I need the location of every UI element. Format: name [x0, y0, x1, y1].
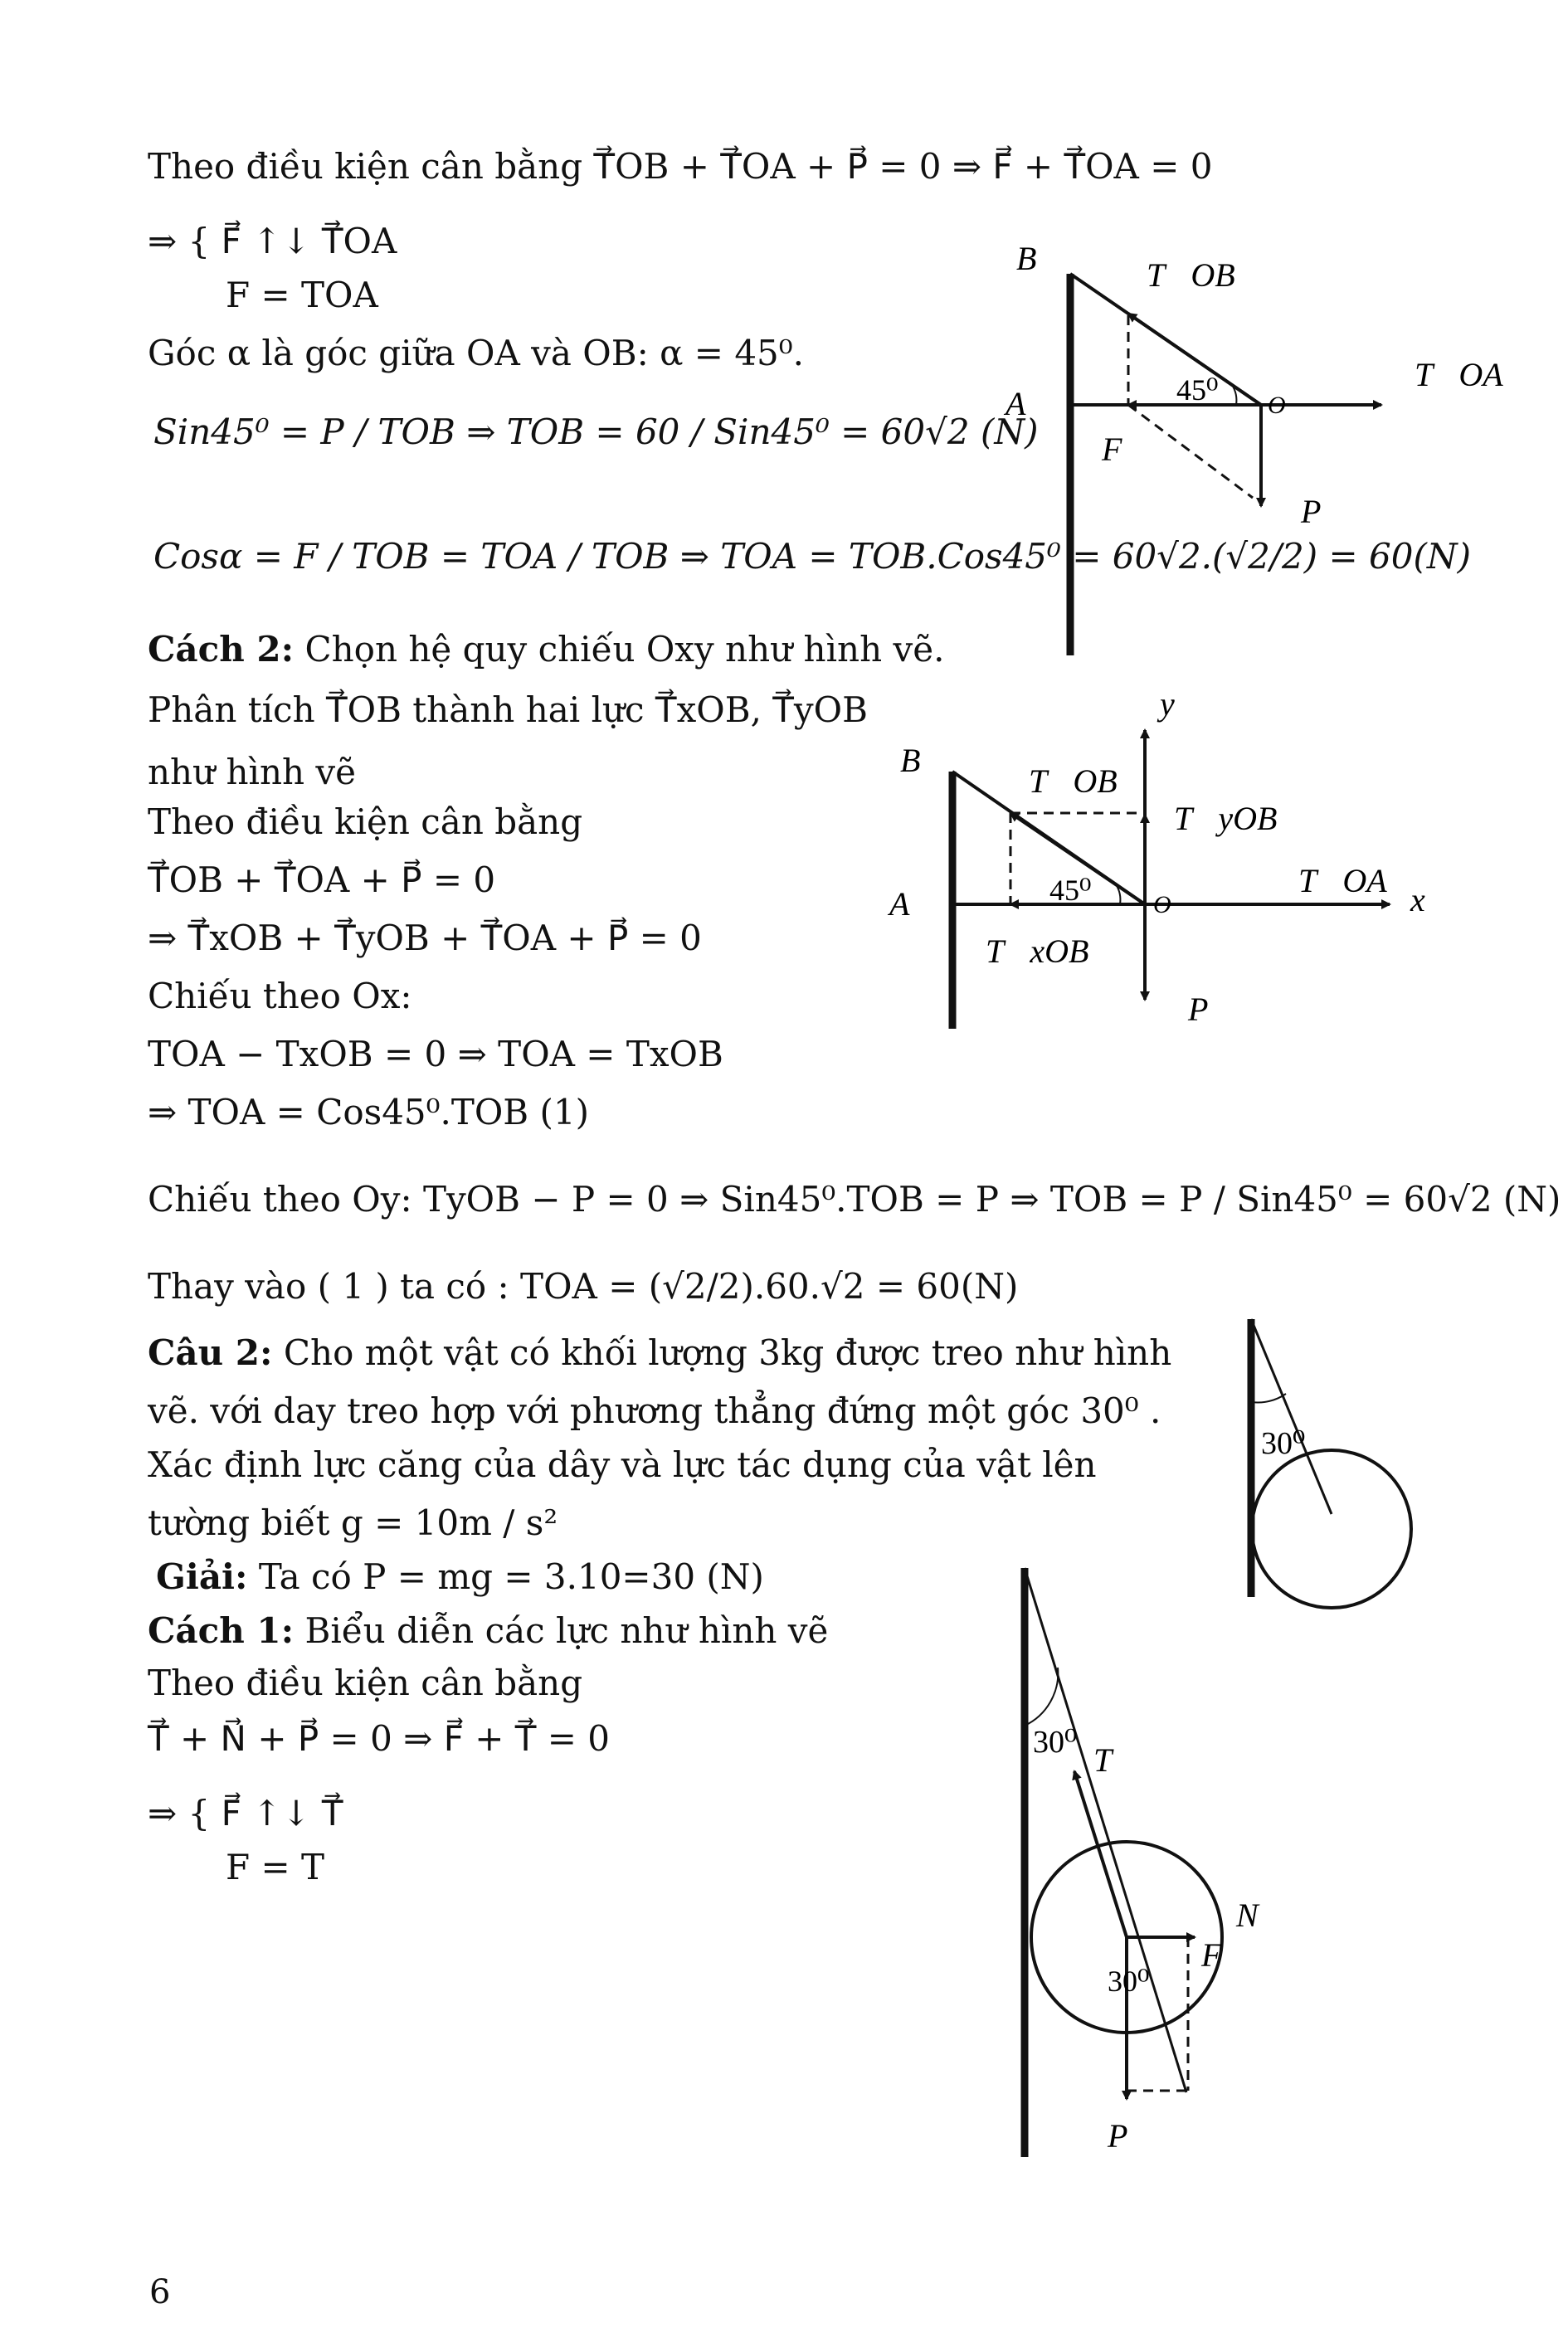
fig2-label-txob: T⃗xOB	[986, 933, 1089, 970]
fig4-label-t: T⃗	[1093, 1741, 1138, 1779]
fig2-label-toa: T⃗OA	[1298, 862, 1387, 899]
method-1-label: Cách 1:	[148, 1610, 295, 1651]
method-1-text: Biểu diễn các lực như hình vẽ	[304, 1610, 829, 1651]
line-equilibrium-2: Theo điều kiện cân bằng	[148, 801, 583, 842]
line-ox-result: ⇒ TOA = Cos45⁰.TOB (1)	[148, 1092, 589, 1132]
fig4-label-p: P⃗	[1108, 2117, 1154, 2155]
fig1-label-tob: T⃗OB	[1147, 256, 1235, 294]
question-2-label: Câu 2:	[148, 1332, 273, 1373]
fig4-label-angle-mid: 30⁰	[1108, 1965, 1150, 1998]
fig4-label-n: N⃗	[1236, 1897, 1284, 1934]
line-equilibrium-1: Theo điều kiện cân bằng T⃗OB + T⃗OA + P⃗ = 0 ⇒ F⃗ + T⃗OA = 0	[148, 146, 1213, 187]
fig1-label-b: B	[1016, 240, 1037, 277]
line-substitute: Thay vào ( 1 ) ta có : TOA = (√2/2).60.√2 = 60(N)	[148, 1266, 1019, 1307]
fig2-label-x: x	[1410, 881, 1425, 918]
fig3-label-angle: 30⁰	[1261, 1426, 1306, 1461]
fig1-label-p: P⃗	[1301, 493, 1347, 530]
fig2-label-p: P⃗	[1188, 991, 1234, 1028]
line-cos-alpha: Cosα = F / TOB = TOA / TOB ⇒ TOA = TOB.Cos45⁰ = 60√2.(√2/2) = 60(N)	[153, 536, 1472, 577]
line-decompose: Phân tích T⃗OB thành hai lực T⃗xOB, T⃗yOB	[148, 689, 868, 730]
fig4-rope	[1025, 1568, 1186, 2092]
line-equilibrium-3: Theo điều kiện cân bằng	[148, 1663, 583, 1703]
line-vector-sum-2: ⇒ T⃗xOB + T⃗yOB + T⃗OA + P⃗ = 0	[148, 918, 702, 958]
fig2-label-angle: 45⁰	[1049, 874, 1092, 907]
line-system-2a: ⇒ { F⃗ ↑↓ T⃗	[148, 1793, 343, 1833]
line-question-2b: vẽ. với day treo hợp với phương thẳng đứng một góc 30⁰ .	[148, 1390, 1161, 1431]
line-question-2d: tường biết g = 10m / s²	[148, 1502, 558, 1543]
fig2-label-y: y	[1160, 685, 1175, 723]
solution-text: Ta có P = mg = 3.10=30 (N)	[258, 1556, 764, 1597]
line-ox-eq: TOA − TxOB = 0 ⇒ TOA = TxOB	[148, 1034, 723, 1074]
line-system-2b: F = T	[226, 1847, 325, 1887]
fig1-label-f: F⃗	[1102, 431, 1148, 468]
line-sin45: Sin45⁰ = P / TOB ⇒ TOB = 60 / Sin45⁰ = 60√2 (N)	[153, 411, 1039, 452]
page-number: 6	[149, 2273, 171, 2311]
question-2-text: Cho một vật có khối lượng 3kg được treo như hình	[283, 1332, 1172, 1373]
line-vector-sum-1: T⃗OB + T⃗OA + P⃗ = 0	[148, 859, 496, 900]
line-system-1a: ⇒ { F⃗ ↑↓ T⃗OA	[148, 221, 397, 261]
fig4-label-f: F⃗	[1201, 1936, 1248, 1974]
method-2-text: Chọn hệ quy chiếu Oxy như hình vẽ.	[304, 629, 945, 670]
fig1-label-angle: 45⁰	[1176, 373, 1219, 407]
fig1-label-toa: T⃗OA	[1415, 356, 1503, 393]
line-vector-sum-3: T⃗ + N⃗ + P⃗ = 0 ⇒ F⃗ + T⃗ = 0	[148, 1718, 611, 1759]
fig1-label-o: O	[1268, 392, 1286, 419]
solution-label: Giải:	[156, 1556, 248, 1597]
fig2-label-o: O	[1153, 891, 1171, 918]
fig2-label-tyob: T⃗yOB	[1174, 800, 1278, 837]
line-as-figure: như hình vẽ	[148, 752, 357, 792]
fig2-label-b: B	[900, 742, 921, 779]
fig2-label-a: A	[889, 885, 910, 923]
line-question-2c: Xác định lực căng của dây và lực tác dụng của vật lên	[148, 1444, 1097, 1485]
fig4-angle-arc-top	[1025, 1668, 1058, 1726]
fig1-label-a: A	[1006, 385, 1026, 422]
method-2-label: Cách 2:	[148, 629, 295, 670]
line-angle-alpha: Góc α là góc giữa OA và OB: α = 45⁰.	[148, 333, 804, 373]
fig2-label-tob: T⃗OB	[1029, 762, 1118, 800]
line-project-oy: Chiếu theo Oy: TyOB − P = 0 ⇒ Sin45⁰.TOB = P ⇒ TOB = P / Sin45⁰ = 60√2 (N)	[148, 1179, 1561, 1220]
line-project-ox: Chiếu theo Ox:	[148, 976, 412, 1016]
line-system-1b: F = TOA	[226, 275, 378, 315]
fig4-label-angle-top: 30⁰	[1033, 1725, 1078, 1760]
